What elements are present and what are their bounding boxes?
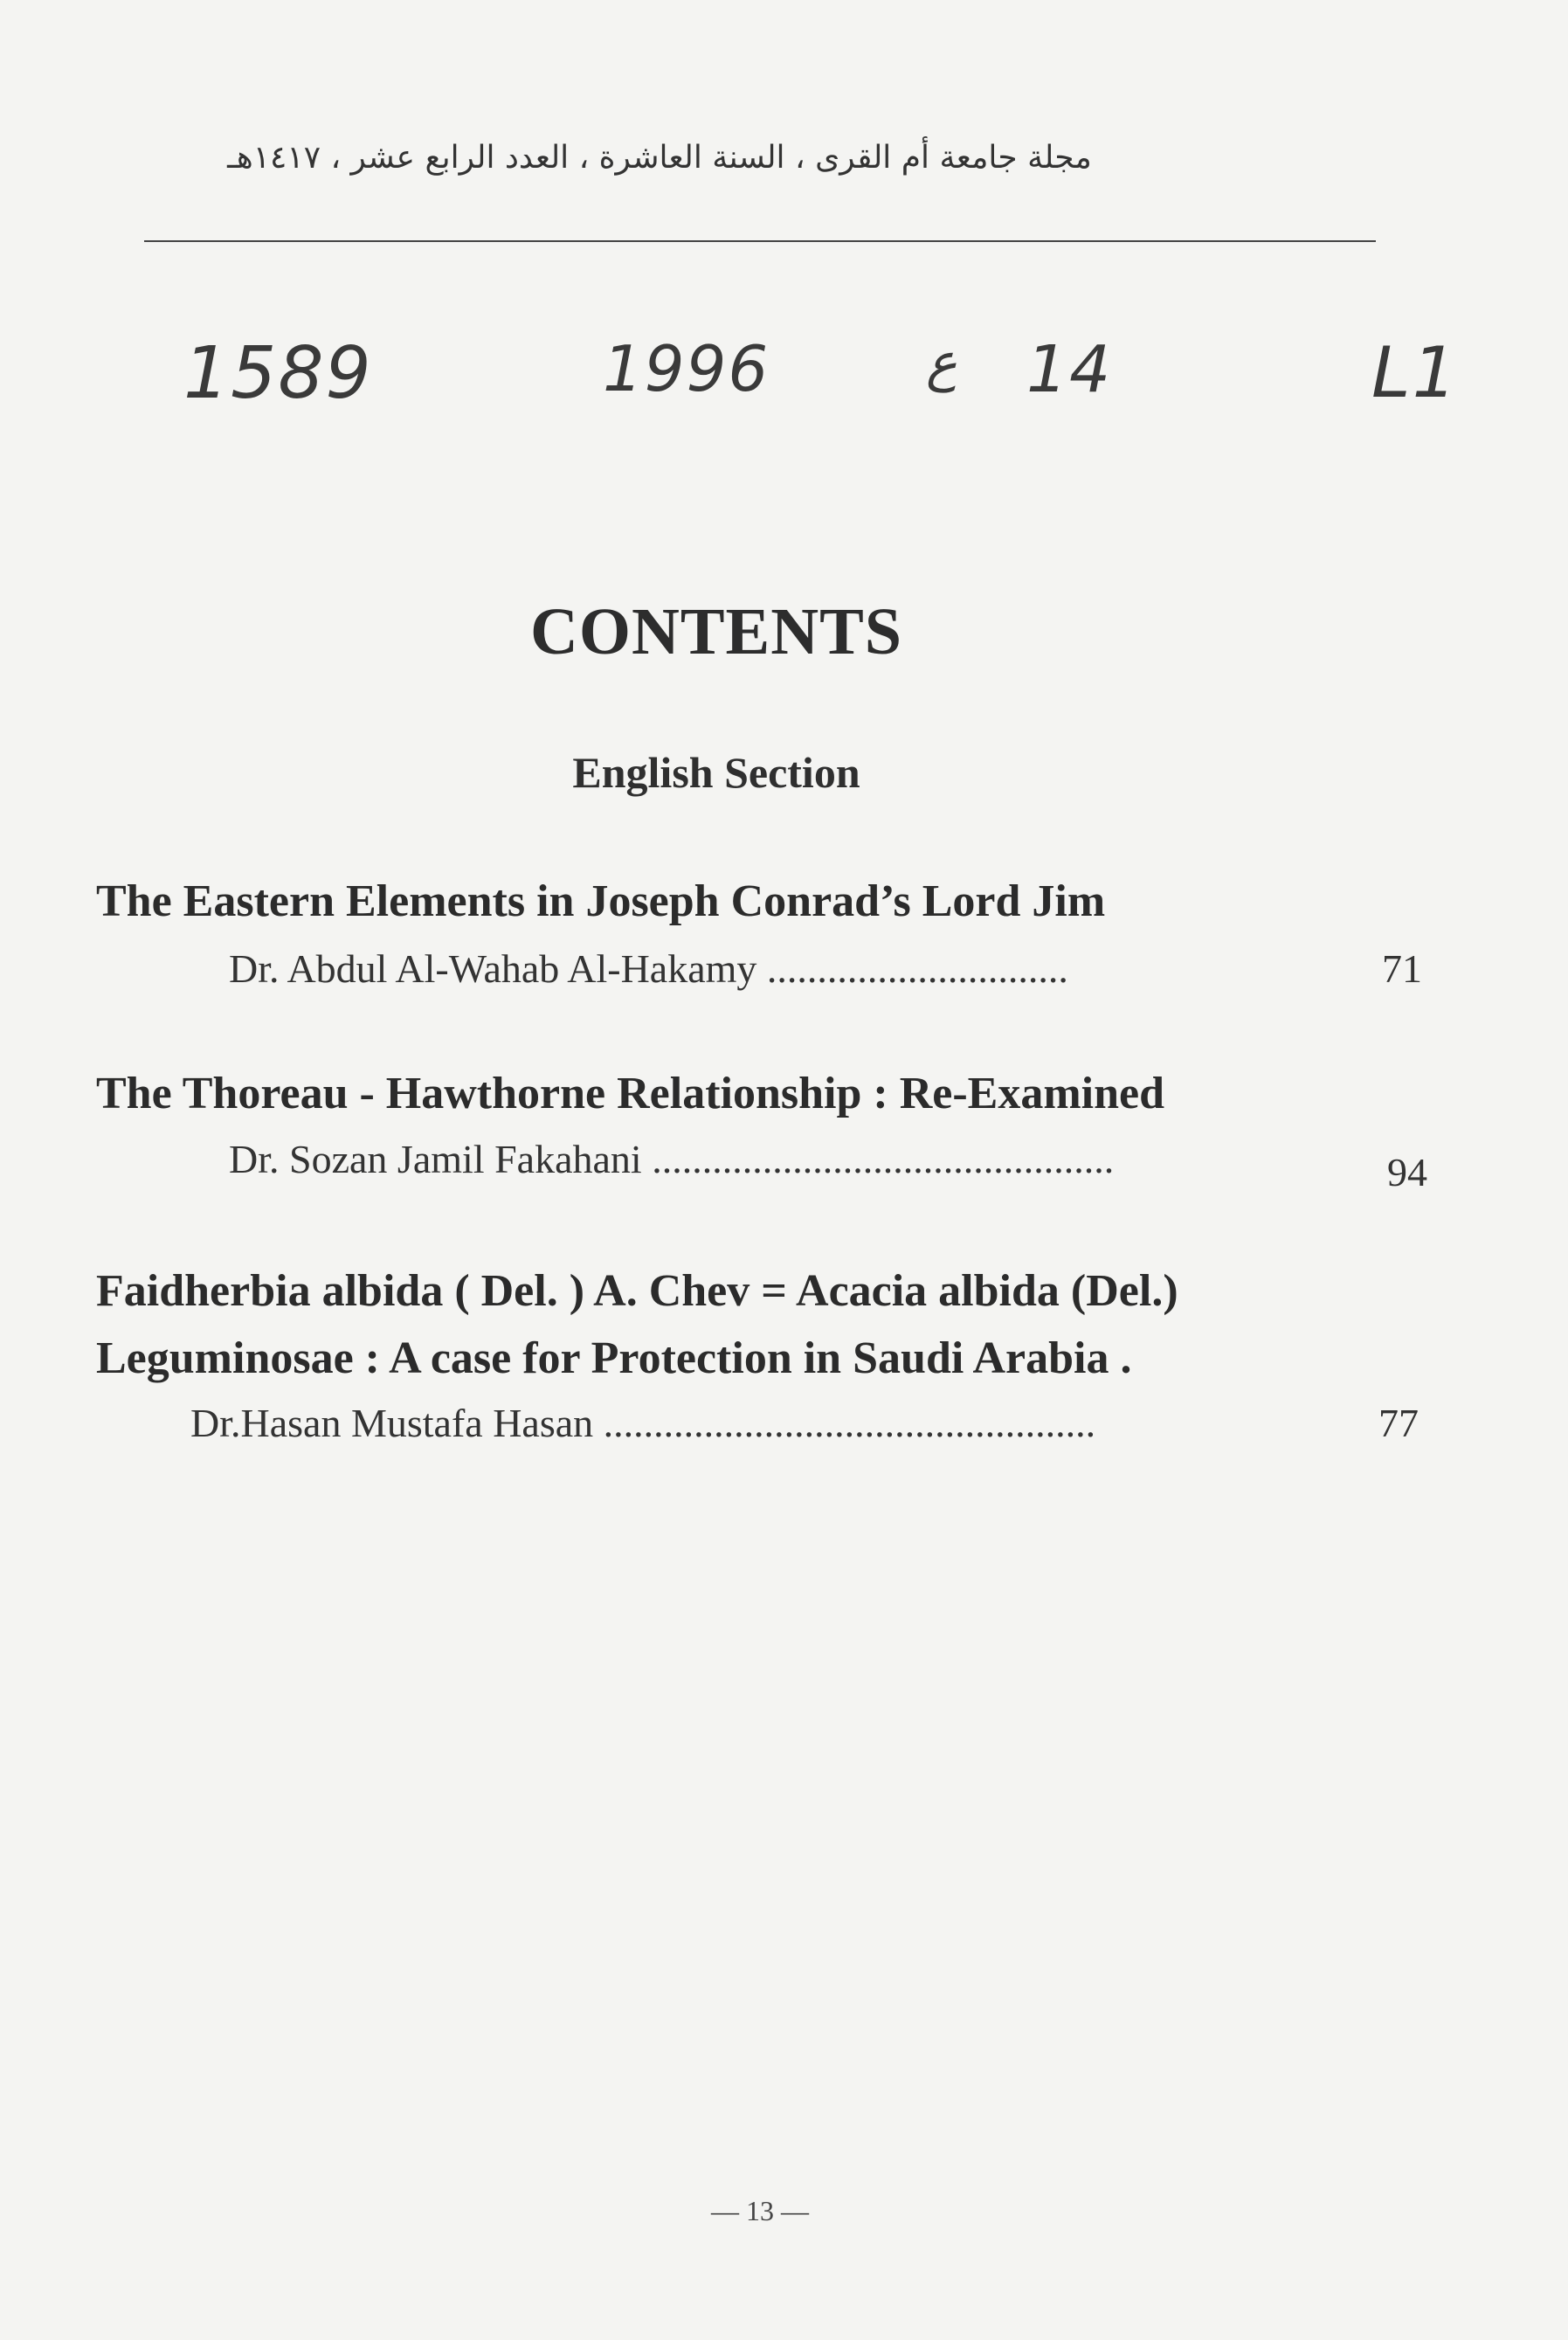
contents-title: CONTENTS: [529, 595, 903, 668]
journal-header-arabic: مجلة جامعة أم القرى ، السنة العاشرة ، العدد الرابع عشر ، ١٤١٧هـ: [227, 140, 1092, 176]
entry-title: The Thoreau - Hawthorne Relationship : Re-Examined: [96, 1069, 1165, 1118]
entry-title: The Eastern Elements in Joseph Conrad’s Lord Jim: [96, 876, 1106, 926]
handwritten-issue-label: ع: [926, 332, 957, 393]
entry-page-number: 71: [1382, 946, 1422, 991]
handwritten-issue: 14: [1026, 332, 1113, 407]
page-number: — 13 —: [711, 2195, 809, 2226]
handwritten-year: 1996: [603, 332, 770, 405]
entry-title-line-1: Faidherbia albida ( Del. ) A. Chev = Acacia albida (Del.): [96, 1266, 1178, 1316]
entry-author: Dr.Hasan Mustafa Hasan .................................................: [190, 1401, 1096, 1445]
entry-author: Dr. Abdul Al-Wahab Al-Hakamy ..............................: [229, 946, 1068, 991]
header-divider: [144, 240, 1376, 242]
entry-author: Dr. Sozan Jamil Fakahani ..............................................: [229, 1137, 1115, 1181]
entry-title-line-2: Leguminosae : A case for Protection in Saudi Arabia .: [96, 1333, 1132, 1383]
section-title: English Section: [572, 748, 860, 797]
entry-page-number: 77: [1378, 1401, 1419, 1445]
entry-page-number: 94: [1387, 1150, 1427, 1194]
handwritten-call-number: 1589: [183, 332, 373, 415]
handwritten-code: L1: [1371, 332, 1459, 413]
